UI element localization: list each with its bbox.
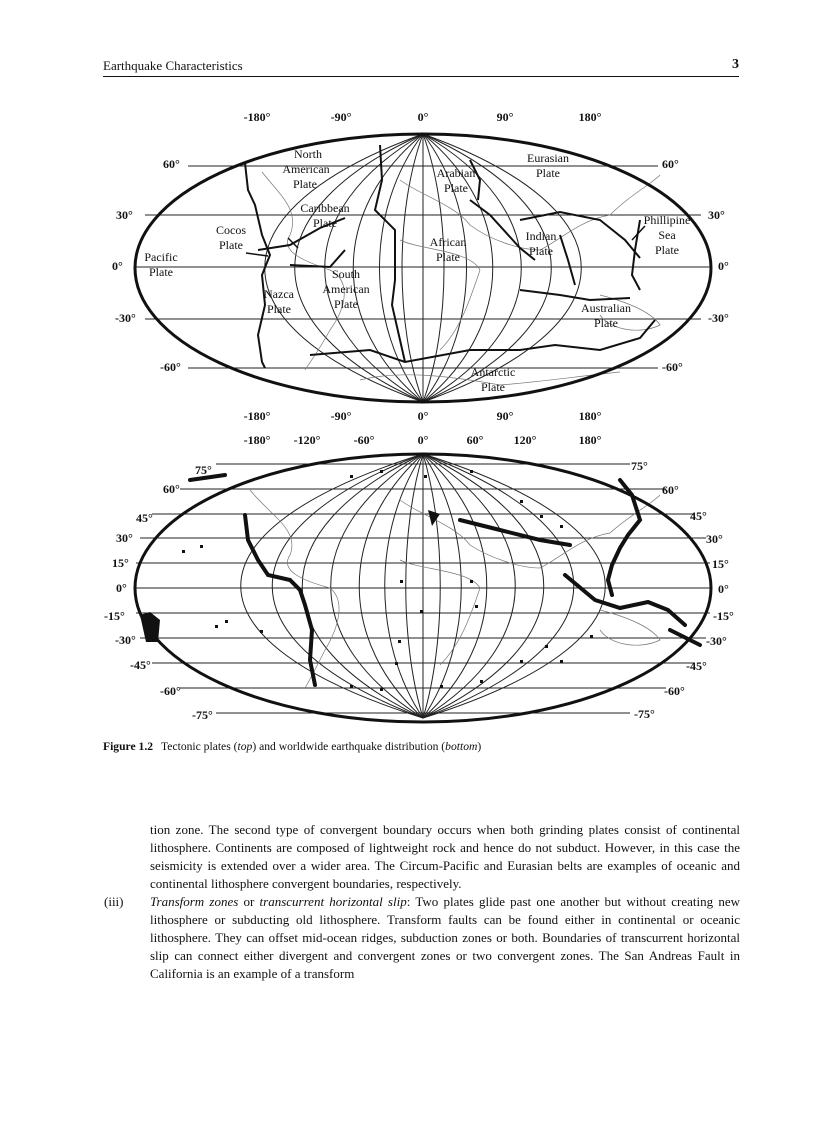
caption-italic: top: [237, 740, 253, 753]
left-lat-label: 30°: [116, 531, 133, 545]
bottom-map-lon-label: 180°: [578, 433, 602, 447]
plate-label: North: [294, 147, 322, 161]
plate-label: Plate: [444, 181, 468, 195]
left-lat-label: 45°: [136, 511, 153, 525]
caption-text: Tectonic plates (: [161, 740, 238, 753]
left-lat-label: 0°: [112, 259, 123, 273]
plate-label: Indian: [525, 229, 557, 243]
plate-label: Plate: [293, 177, 317, 191]
top-map-lon-label: -180°: [243, 110, 271, 124]
right-lat-label: -30°: [708, 311, 729, 325]
left-lat-label: 60°: [163, 482, 180, 496]
right-lat-label: -15°: [713, 609, 734, 623]
plate-label: Plate: [313, 216, 337, 230]
earthquake-distribution-map: [0, 430, 816, 730]
caption-text: ): [477, 740, 482, 753]
left-lat-label: -30°: [115, 311, 136, 325]
top-map-lon-label: 180°: [578, 110, 602, 124]
paragraph-continuation: tion zone. The second type of convergent boundary occurs when both grinding plates consist of continental lithosphere. Continents are composed of lightweight rock and hence do not subduct. However, in this case the seismicity is extended over a wider area. The Circum-Pacific and Eurasian belts are examples of oceanic and continental lithosphere convergent boundaries, respectively.: [150, 822, 740, 891]
plate-label: Plate: [149, 265, 173, 279]
top-map-lon-label: -90°: [330, 110, 352, 124]
plate-label: Plate: [481, 380, 505, 394]
running-title: Earthquake Characteristics: [103, 58, 243, 73]
bottom-lon-label: -180°: [243, 409, 271, 423]
right-lat-label: 75°: [631, 459, 648, 473]
right-lat-label: -75°: [634, 707, 655, 721]
plate-label: Plate: [267, 302, 291, 316]
plate-label: Phillipine: [643, 213, 691, 227]
plate-label: Cocos: [216, 223, 246, 237]
plate-label: American: [322, 282, 370, 296]
left-lat-label: -15°: [104, 609, 125, 623]
bottom-map-lon-label: 0°: [417, 433, 429, 447]
left-lat-label: -60°: [160, 360, 181, 374]
plate-label: Antarctic: [470, 365, 516, 379]
plate-label: South: [331, 267, 361, 281]
left-lat-label: 30°: [116, 208, 133, 222]
plate-label: African: [429, 235, 467, 249]
bottom-map-lon-label: 120°: [513, 433, 537, 447]
right-lat-label: -60°: [664, 684, 685, 698]
figure-caption: [103, 740, 481, 753]
running-header: [103, 56, 739, 77]
bottom-lon-label: -90°: [330, 409, 352, 423]
page-number: 3: [732, 57, 739, 72]
term: transcurrent horizontal slip: [259, 894, 407, 909]
left-lat-label: 15°: [112, 556, 129, 570]
right-lat-label: 0°: [718, 582, 729, 596]
plate-label: Eurasian: [527, 151, 569, 165]
tectonic-plates-map: [0, 100, 816, 430]
left-lat-label: -45°: [130, 658, 151, 672]
list-item-iii: [104, 893, 740, 983]
body-text: [104, 821, 740, 983]
bottom-map-lon-label: -120°: [293, 433, 321, 447]
item-text: : Two plates glide past one another but without creating new lithosphere or subducting old lithosphere. Transform faults can be found either in continental or oceanic lithosphere. They can offset mid-ocean ridges, subduction zones or both. Boundaries of transcurrent horizontal slip can connect either divergent and convergent zones or two convergent zones. The San Andreas Fault in California is an example of a transform: [150, 894, 740, 981]
right-lat-label: -30°: [706, 634, 727, 648]
figure-label: Figure 1.2: [103, 740, 154, 753]
left-lat-label: -60°: [160, 684, 181, 698]
list-item-number: (iii): [104, 894, 124, 909]
caption-italic: bottom: [445, 740, 478, 753]
plate-label: American: [282, 162, 330, 176]
right-lat-label: -45°: [686, 659, 707, 673]
bottom-lon-label: 0°: [417, 409, 429, 423]
plate-label: Plate: [655, 243, 679, 257]
caption-text: ) and worldwide earthquake distribution (: [252, 740, 446, 753]
left-lat-label: 75°: [195, 463, 212, 477]
plate-label: Plate: [594, 316, 618, 330]
plate-label: Arabian: [436, 166, 476, 180]
left-lat-label: 0°: [116, 581, 127, 595]
left-lat-label: -75°: [192, 708, 213, 722]
plate-label: Caribbean: [300, 201, 350, 215]
bottom-lon-label: 90°: [496, 409, 514, 423]
top-map-lon-label: 0°: [417, 110, 429, 124]
plate-label: Australian: [581, 301, 631, 315]
right-lat-label: 0°: [718, 259, 729, 273]
plate-label: Sea: [658, 228, 676, 242]
plate-label: Plate: [536, 166, 560, 180]
right-lat-label: -60°: [662, 360, 683, 374]
bottom-map-lon-label: -60°: [353, 433, 375, 447]
plate-label: Plate: [334, 297, 358, 311]
plate-label: Plate: [529, 244, 553, 258]
bottom-map-lon-label: 60°: [466, 433, 484, 447]
plate-label: Pacific: [144, 250, 178, 264]
right-lat-label: 60°: [662, 483, 679, 497]
right-lat-label: 60°: [662, 157, 679, 171]
plate-label: Plate: [436, 250, 460, 264]
right-lat-label: 30°: [706, 532, 723, 546]
plate-label: Nazca: [264, 287, 294, 301]
bottom-map-lon-label: -180°: [243, 433, 271, 447]
left-lat-label: 60°: [163, 157, 180, 171]
top-map-lon-label: 90°: [496, 110, 514, 124]
plate-label: Plate: [219, 238, 243, 252]
right-lat-label: 15°: [712, 557, 729, 571]
right-lat-label: 45°: [690, 509, 707, 523]
conjunction: or: [238, 894, 260, 909]
right-lat-label: 30°: [708, 208, 725, 222]
left-lat-label: -30°: [115, 633, 136, 647]
bottom-lon-label: 180°: [578, 409, 602, 423]
term: Transform zones: [150, 894, 239, 909]
